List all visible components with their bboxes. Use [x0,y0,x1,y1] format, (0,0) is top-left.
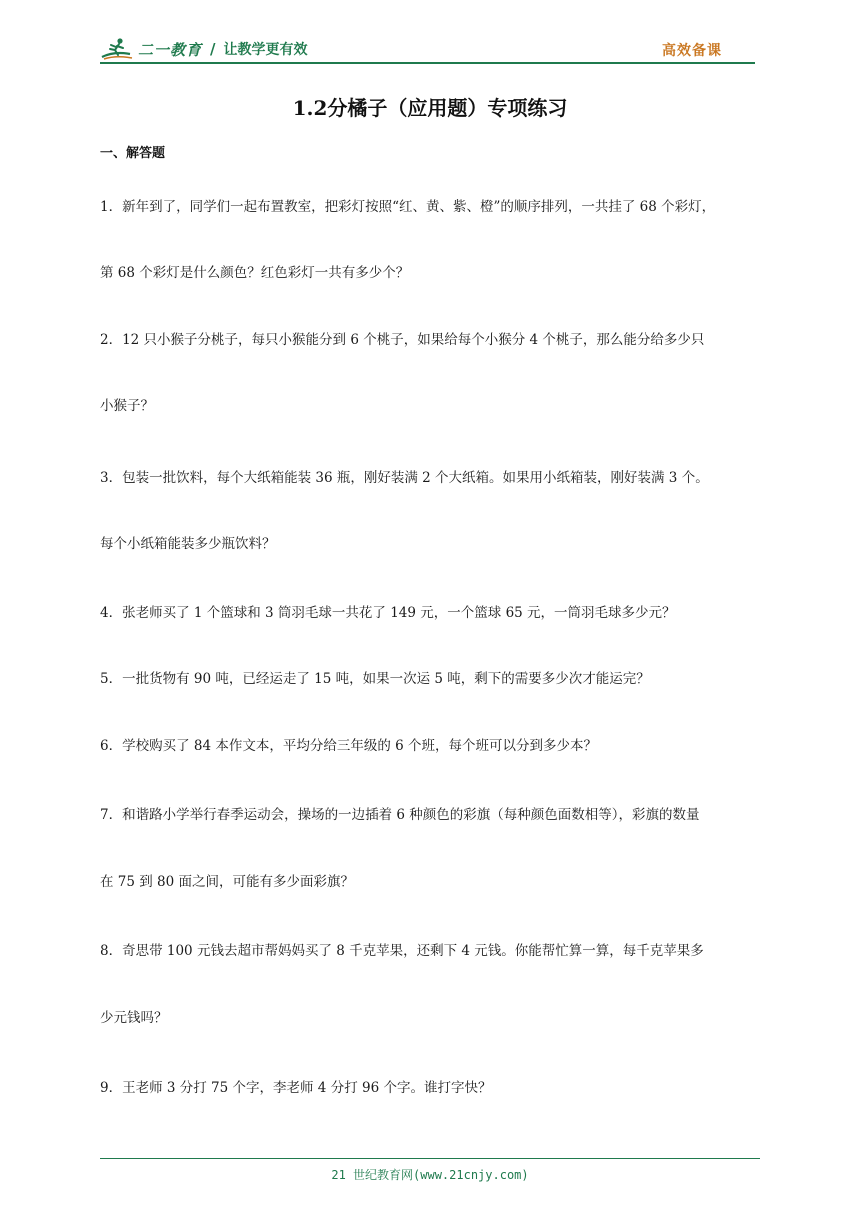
footer-divider [100,1158,760,1159]
page-title: 1.2分橘子（应用题）专项练习 [292,96,568,120]
question-4-line-1: 4．张老师买了 1 个篮球和 3 筒羽毛球一共花了 149 元，一个篮球 65 元，一筒羽毛球多少元？ [100,605,676,621]
question-8-line-2: 少元钱吗？ [100,1010,168,1026]
header-slogan: 让教学更有效 [223,42,308,58]
question-7-line-1: 7．和谐路小学举行春季运动会，操场的一边插着 6 种颜色的彩旗（每种颜色面数相等），彩旗的数量 [100,807,700,823]
question-3-line-2: 每个小纸箱能装多少瓶饮料？ [100,536,276,552]
question-1-line-1: 1．新年到了，同学们一起布置教室，把彩灯按照“红、黄、紫、橙”的顺序排列，一共挂了 68 个彩灯， [100,199,716,215]
header-tagline: 高效备课 [662,43,722,59]
question-6-line-1: 6．学校购买了 84 本作文本，平均分给三年级的 6 个班，每个班可以分到多少本？ [100,738,598,754]
question-2-line-2: 小猴子？ [100,398,154,414]
section-heading: 一、解答题 [100,146,166,161]
header-divider [100,62,755,64]
header-separator: / [210,40,216,58]
page-footer: 21 世纪教育网(www.21cnjy.com) [331,1168,529,1182]
question-9-line-1: 9．王老师 3 分打 75 个字，李老师 4 分打 96 个字。谁打字快？ [100,1080,492,1096]
question-8-line-1: 8．奇思带 100 元钱去超市帮妈妈买了 8 千克苹果，还剩下 4 元钱。你能帮忙算一算，每千克苹果多 [100,943,704,959]
question-3-line-1: 3．包装一批饮料，每个大纸箱能装 36 瓶，刚好装满 2 个大纸箱。如果用小纸箱装，刚好装满 3 个。 [100,470,709,486]
page-header [100,36,760,64]
question-1-line-2: 第 68 个彩灯是什么颜色？红色彩灯一共有多少个？ [100,265,410,281]
question-5-line-1: 5．一批货物有 90 吨，已经运走了 15 吨，如果一次运 5 吨，剩下的需要多少次才能运完？ [100,671,650,687]
question-2-line-1: 2．12 只小猴子分桃子，每只小猴能分到 6 个桃子，如果给每个小猴分 4 个桃子，那么能分给多少只 [100,332,705,348]
running-figure-icon [100,37,134,61]
question-7-line-2: 在 75 到 80 面之间，可能有多少面彩旗？ [100,874,355,890]
logo [100,36,308,62]
brand-name: 二一教育 [138,40,203,59]
